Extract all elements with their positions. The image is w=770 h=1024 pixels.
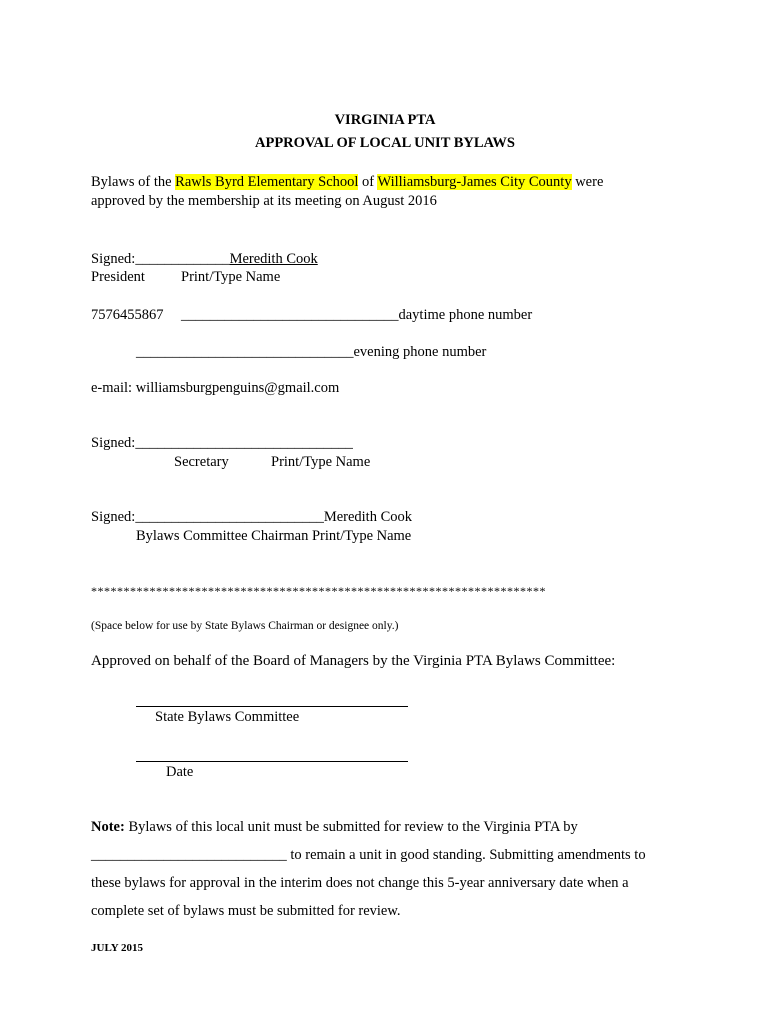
president-print-label: Print/Type Name [181,269,281,285]
email-line: e-mail: williamsburgpenguins@gmail.com [91,380,340,396]
secretary-signature-line [91,434,353,452]
daytime-phone-number: 7576455867 [91,307,164,323]
intro-line-1 [91,173,603,191]
intro-prefix: Bylaws of the [91,174,176,190]
note-text-1: Bylaws of this local unit must be submitted for review to the Virginia PTA by [124,819,578,835]
note-label: Note: [91,819,125,835]
school-name: Rawls Byrd Elementary School [175,174,359,190]
approved-statement: Approved on behalf of the Board of Managers by the Virginia PTA Bylaws Committee: [91,653,616,669]
president-role: President [91,269,145,285]
signed-label: Signed: [91,435,136,451]
intro-line-2: approved by the membership at its meeting on August 2016 [91,193,437,209]
committee-signature-rule [136,706,408,707]
note-line-1 [91,818,578,836]
date-label: Date [166,764,194,780]
daytime-phone-line [181,306,532,324]
president-name: Meredith Cook [229,251,318,267]
intro-suffix: were [571,174,604,190]
note-blank: ___________________________ [91,847,287,863]
signature-blank: ______________________________ [135,435,353,451]
signed-label: Signed: [91,509,136,525]
signature-blank: _____________ [135,251,230,267]
evening-label: evening phone number [353,344,487,360]
daytime-label: daytime phone number [398,307,533,323]
evening-blank: ______________________________ [136,344,354,360]
evening-phone-line [136,343,486,361]
signature-blank: __________________________ [135,509,324,525]
secretary-print-label: Print/Type Name [271,454,371,470]
footer-date: JULY 2015 [91,942,144,954]
committee-label: State Bylaws Committee [155,709,300,725]
date-rule [136,761,408,762]
state-use-note: (Space below for use by State Bylaws Chairman or designee only.) [91,620,399,632]
note-line-4: complete set of bylaws must be submitted for review. [91,903,401,919]
subtitle: APPROVAL OF LOCAL UNIT BYLAWS [255,135,515,151]
note-text-2: to remain a unit in good standing. Submitting amendments to [286,847,646,863]
county-name: Williamsburg-James City County [377,174,572,190]
asterisk-separator: ********************************************************************** [91,584,546,598]
president-signature-line [91,250,318,268]
secretary-role: Secretary [174,454,229,470]
chairman-caption: Bylaws Committee Chairman Print/Type Name [136,528,412,544]
chairman-signature-line [91,508,412,526]
title: VIRGINIA PTA [334,112,436,128]
chairman-name: Meredith Cook [323,509,413,525]
intro-of: of [358,174,378,190]
signed-label: Signed: [91,251,136,267]
note-line-3: these bylaws for approval in the interim does not change this 5-year anniversary date when a [91,875,629,891]
daytime-blank: ______________________________ [181,307,399,323]
note-line-2 [91,846,646,864]
